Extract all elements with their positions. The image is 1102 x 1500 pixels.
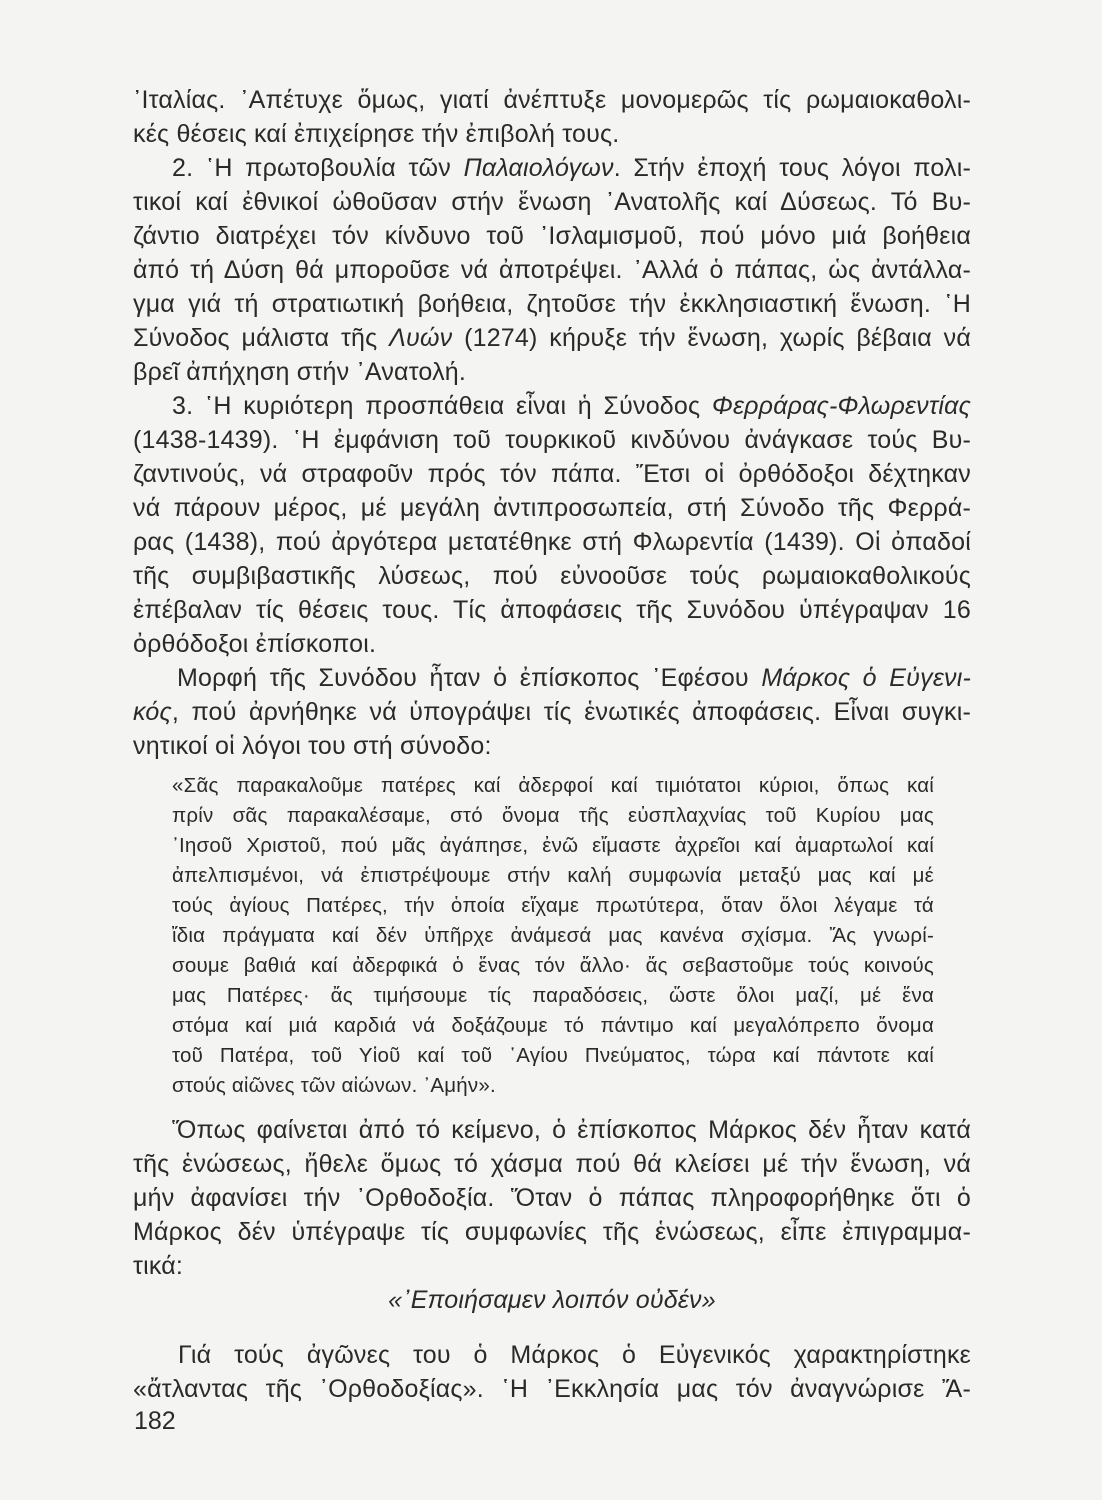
text-line: Ὅπως φαίνεται ἀπό τό κείμενο, ὁ ἐπίσκοπος Μάρκος δέν ἦταν κατά bbox=[172, 1116, 971, 1144]
text-line: Γιά τούς ἀγῶνες του ὁ Μάρκος ὁ Εὐγενικός χαρακτηρίστηκε bbox=[178, 1341, 971, 1369]
text-line: 3. ῾Η κυριότερη προσπάθεια εἶναι ἡ Σύνοδος Φερράρας-Φλωρεντίας bbox=[172, 392, 971, 420]
text-line: ρας (1438), πού ἀργότερα μετατέθηκε στή Φλωρεντία (1439). Οἱ ὀπαδοί bbox=[133, 528, 971, 556]
text-line: ἐπέβαλαν τίς θέσεις τους. Τίς ἀποφάσεις τῆς Συνόδου ὑπέγραψαν 16 bbox=[133, 596, 971, 624]
text-line: νητικοί οἱ λόγοι του στή σύνοδο: bbox=[133, 732, 492, 760]
epigram: «᾽Εποιήσαμεν λοιπόν οὐδέν» bbox=[388, 1286, 716, 1314]
text-line: κές θέσεις καί ἐπιχείρησε τήν ἐπιβολή τους. bbox=[133, 120, 620, 148]
text-line: ζαντινούς, νά στραφοῦν πρός τόν πάπα. Ἔτσι οἱ ὀρθόδοξοι δέχτηκαν bbox=[133, 460, 971, 488]
text-line: ἀπό τή Δύση θά μποροῦσε νά ἀποτρέψει. ᾽Αλλά ὁ πάπας, ὡς ἀντάλλα- bbox=[133, 256, 971, 284]
text-line: ᾽Ιταλίας. ᾽Απέτυχε ὅμως, γιατί ἀνέπτυξε μονομερῶς τίς ρωμαιοκαθολι- bbox=[133, 86, 971, 114]
text-line: κός, πού ἀρνήθηκε νά ὑπογράψει τίς ἑνωτικές ἀποφάσεις. Εἶναι συγκι- bbox=[133, 698, 971, 726]
quote-line: στόμα καί μιά καρδιά νά δοξάζουμε τό πάντιμο καί μεγαλόπρεπο ὄνομα bbox=[172, 1014, 934, 1037]
text-line: νά πάρουν μέρος, μέ μεγάλη ἀντιπροσωπεία, στή Σύνοδο τῆς Φερρά- bbox=[133, 494, 971, 522]
text-line: Μάρκος δέν ὑπέγραψε τίς συμφωνίες τῆς ἑνώσεως, εἶπε ἐπιγραμμα- bbox=[133, 1218, 971, 1246]
text-line: ὀρθόδοξοι ἐπίσκοποι. bbox=[133, 630, 377, 658]
emphasis: Μάρκος ὁ Εὐγενι- bbox=[761, 664, 971, 692]
text-line: μήν ἀφανίσει τήν ᾽Ορθοδοξία. Ὅταν ὁ πάπας πληροφορήθηκε ὅτι ὁ bbox=[133, 1184, 971, 1212]
text-line: τικοί καί ἐθνικοί ὠθοῦσαν στήν ἕνωση ᾽Ανατολῆς καί Δύσεως. Τό Βυ- bbox=[133, 188, 971, 216]
quote-line: «Σᾶς παρακαλοῦμε πατέρες καί ἀδερφοί καί τιμιότατοι κύριοι, ὅπως καί bbox=[172, 774, 934, 797]
text-line: τικά: bbox=[133, 1252, 184, 1280]
quote-line: ἴδια πράγματα καί δέν ὑπῆρχε ἀνάμεσά μας κανένα σχίσμα. Ἄς γνωρί- bbox=[172, 924, 934, 947]
text-line: γμα γιά τή στρατιωτική βοήθεια, ζητοῦσε τήν ἐκκλησιαστική ἕνωση. ῾Η bbox=[133, 290, 971, 318]
quote-line: ἀπελπισμένοι, νά ἐπιστρέψουμε στήν καλή συμφωνία μεταξύ μας καί μέ bbox=[172, 864, 934, 887]
text-line: τῆς ἑνώσεως, ἤθελε ὅμως τό χάσμα πού θά κλείσει μέ τήν ἕνωση, νά bbox=[133, 1150, 971, 1178]
emphasis: Παλαιολόγων bbox=[463, 154, 614, 182]
quote-line: τοῦ Πατέρα, τοῦ Υἱοῦ καί τοῦ ῾Αγίου Πνεύματος, τώρα καί πάντοτε καί bbox=[172, 1044, 934, 1067]
emphasis: Λυών bbox=[389, 324, 453, 352]
text-line: τῆς συμβιβαστικῆς λύσεως, πού εὐνοοῦσε τούς ρωμαιοκαθολικούς bbox=[133, 562, 971, 590]
text-line: ζάντιο διατρέχει τόν κίνδυνο τοῦ ᾽Ισλαμισμοῦ, πού μόνο μιά βοήθεια bbox=[133, 222, 971, 250]
emphasis: Φερράρας-Φλωρεντίας bbox=[711, 392, 971, 420]
text-line: «ἄτλαντας τῆς ᾽Ορθοδοξίας». ῾Η ᾽Εκκλησία μας τόν ἀναγνώρισε Ἄ- bbox=[133, 1375, 971, 1403]
text-line: Μορφή τῆς Συνόδου ἦταν ὁ ἐπίσκοπος ᾽Εφέσου Μάρκος ὁ Εὐγενι- bbox=[177, 664, 971, 692]
quote-line: μας Πατέρες· ἄς τιμήσουμε τίς παραδόσεις, ὥστε ὅλοι μαζί, μέ ἕνα bbox=[172, 984, 934, 1007]
text-line: Σύνοδος μάλιστα τῆς Λυών (1274) κήρυξε τήν ἕνωση, χωρίς βέβαια νά bbox=[133, 324, 971, 352]
quote-line: στούς αἰῶνες τῶν αἰώνων. ᾽Αμήν». bbox=[172, 1074, 496, 1097]
text-line: (1438-1439). ῾Η ἐμφάνιση τοῦ τουρκικοῦ κινδύνου ἀνάγκασε τούς Βυ- bbox=[133, 426, 971, 454]
text-line: 2. ῾Η πρωτοβουλία τῶν Παλαιολόγων. Στήν ἐποχή τους λόγοι πολι- bbox=[172, 154, 971, 182]
quote-line: σουμε βαθιά καί ἀδερφικά ὁ ἕνας τόν ἄλλο· ἄς σεβαστοῦμε τούς κοινούς bbox=[172, 954, 934, 977]
text-line: βρεῖ ἀπήχηση στήν ᾽Ανατολή. bbox=[133, 358, 467, 386]
emphasis: κός bbox=[133, 698, 172, 726]
quote-line: ᾽Ιησοῦ Χριστοῦ, πού μᾶς ἀγάπησε, ἐνῶ εἴμαστε ἀχρεῖοι καί ἁμαρτωλοί καί bbox=[172, 834, 934, 857]
quote-line: τούς ἁγίους Πατέρες, τήν ὁποία εἴχαμε πρωτύτερα, ὅταν ὅλοι λέγαμε τά bbox=[172, 894, 934, 917]
quote-line: πρίν σᾶς παρακαλέσαμε, στό ὄνομα τῆς εὐσπλαχνίας τοῦ Κυρίου μας bbox=[172, 804, 934, 827]
page-number: 182 bbox=[134, 1407, 176, 1435]
